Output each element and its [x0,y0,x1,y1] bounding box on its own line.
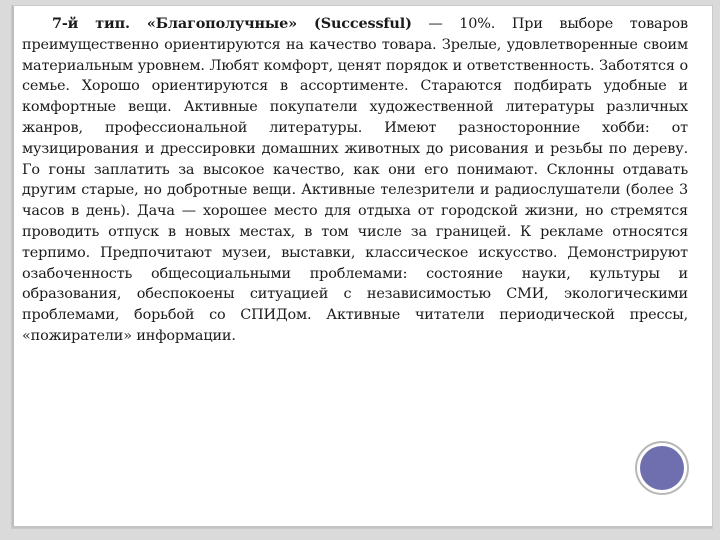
slide-paragraph-text: — 10%. При выборе товаров преимущественно ориентируются на качество товара. Зрелые, удовлетворенные своим материальным уровнем. Любят комфорт, ценят порядок и ответственность. Заботятся о семье. Хорошо ориентируются в ассортименте. Стараются подбирать удобные и комфортные вещи. Активные покупатели художественной литературы различных жанров, профессиональной литературы. Имеют разносторонние хобби: от музицирования и дрессировки домашних животных до рисования и резьбы по дереву. Го гоны заплатить за высокое качество, как они его понимают. Склонны отдавать другим старые, но добротные вещи. Активные телезрители и радиослушатели (более 3 часов в день). Дача — хорошее место для отдыха от городской жизни, но стремятся проводить отпуск в новых местах, в том числе за границей. К рекламе относятся терпимо. Предпочитают музеи, выставки, классическое искусство. Демонстрируют озабоченность общесоциальными проблемами: состояние науки, культуры и образования, обеспокоены ситуацией с независимостью СМИ, экологическими проблемами, борьбой со СПИДом. Активные читатели периодической прессы, «пожиратели» информации. [22,16,689,344]
slide-body-text [22,14,688,347]
left-border-line [12,6,14,528]
decorative-circle [640,446,684,490]
slide-lead-text: 7-й тип. «Благополучные» (Successful) [52,15,412,32]
bottom-border-line [12,526,712,528]
